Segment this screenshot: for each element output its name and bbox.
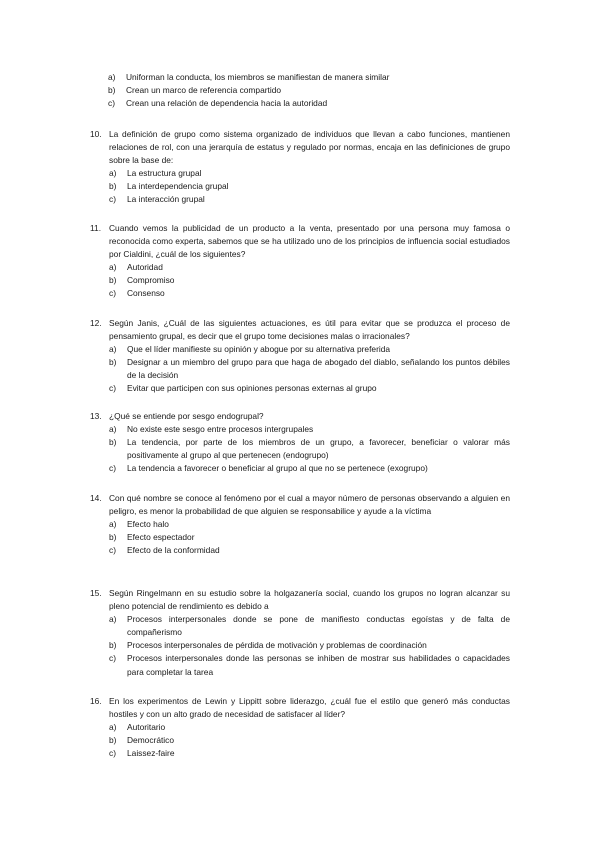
question-number: 13.: [90, 411, 102, 421]
option-text: Efecto espectador: [127, 532, 195, 543]
question-10: [90, 128, 510, 207]
option-text: Consenso: [127, 288, 165, 299]
option: [109, 462, 510, 475]
option: [109, 531, 510, 544]
option-text: Efecto halo: [127, 519, 169, 530]
option-letter: a): [108, 72, 116, 82]
option-text: No existe este sesgo entre procesos intergrupales: [127, 424, 314, 435]
option: [109, 613, 510, 639]
question-16: [90, 695, 510, 760]
option-text: Evitar que participen con sus opiniones personas externas al grupo: [127, 383, 377, 394]
option-text: Procesos interpersonales de pérdida de motivación y problemas de coordinación: [127, 640, 427, 651]
option: [109, 180, 510, 193]
question-text: En los experimentos de Lewin y Lippitt sobre liderazgo, ¿cuál fue el estilo que generó más conductas hostiles y con un alto grado de necesidad de satisfacer al líder?: [109, 696, 510, 720]
option-letter: a): [109, 519, 117, 530]
option-letter: c): [109, 288, 116, 299]
option: [109, 544, 510, 557]
option: [109, 287, 510, 300]
question-14: [90, 492, 510, 557]
question-stem: [90, 222, 510, 261]
option-text: Crean un marco de referencia compartido: [126, 85, 282, 96]
option-letter: a): [109, 344, 117, 355]
option: [108, 97, 508, 110]
question-stem: [90, 695, 510, 721]
option-text: Procesos interpersonales donde se pone de manifiesto conductas egoístas y de falta de compañerismo: [127, 614, 510, 638]
option: [108, 71, 508, 84]
option-letter: b): [109, 275, 117, 286]
option: [109, 747, 510, 760]
question-text: La definición de grupo como sistema organizado de individuos que llevan a cabo funciones, mantienen relaciones de rol, con una jerarquía de estatus y regulado por normas, encaja en las definiciones de grupo sobre la base de:: [109, 129, 510, 166]
option-text: Que el líder manifieste su opinión y abogue por su alternativa preferida: [127, 344, 391, 355]
question-15: [90, 587, 510, 679]
option-text: Compromiso: [127, 275, 175, 286]
question-text: Según Janis, ¿Cuál de las siguientes actuaciones, es útil para evitar que se produzca el proceso de pensamiento grupal, es decir que el grupo tome decisiones malas o irracionales?: [109, 318, 510, 342]
question-number: 11.: [90, 223, 102, 233]
option: [109, 356, 510, 382]
question-stem: [90, 492, 510, 518]
option-text: La interacción grupal: [127, 194, 205, 205]
option-letter: c): [109, 194, 116, 205]
option: [108, 84, 508, 97]
option: [109, 734, 510, 747]
question-stem: [90, 410, 510, 423]
question-text: Según Ringelmann en su estudio sobre la holgazanería social, cuando los grupos no logran alcanzar su pleno potencial de rendimiento es debido a: [109, 588, 510, 612]
question-number: 16.: [90, 696, 102, 706]
option-letter: a): [109, 424, 117, 435]
option-letter: c): [109, 463, 116, 474]
option-text: La tendencia a favorecer o beneficiar al grupo al que no se pertenece (exogrupo): [127, 463, 428, 474]
option-text: Procesos interpersonales donde las personas se inhiben de mostrar sus habilidades o capacidades para completar la tarea: [127, 653, 510, 677]
option: [109, 721, 510, 734]
option-text: La tendencia, por parte de los miembros de un grupo, a favorecer, beneficiar o valorar más positivamente al grupo al que pertenecen (endogrupo): [127, 437, 510, 461]
question-stem: [90, 128, 510, 167]
question-number: 10.: [90, 129, 102, 139]
option-text: Democrático: [127, 735, 175, 746]
option: [109, 261, 510, 274]
option-letter: b): [109, 181, 117, 192]
option: [109, 193, 510, 206]
question-number: 15.: [90, 588, 102, 598]
option-letter: b): [109, 640, 117, 651]
option-letter: a): [109, 614, 117, 625]
question-12: [90, 317, 510, 396]
question-13: [90, 410, 510, 475]
option: [109, 343, 510, 356]
option-text: La interdependencia grupal: [127, 181, 229, 192]
option-text: Designar a un miembro del grupo para que haga de abogado del diablo, señalando los puntos débiles de la decisión: [127, 357, 510, 381]
option-letter: c): [109, 383, 116, 394]
option: [109, 652, 510, 678]
option-text: Efecto de la conformidad: [127, 545, 220, 556]
option-text: Uniforman la conducta, los miembros se manifiestan de manera similar: [126, 72, 390, 82]
question-stem: [90, 317, 510, 343]
question-stem: [90, 587, 510, 613]
option: [109, 274, 510, 287]
question-number: 14.: [90, 493, 102, 503]
option-letter: c): [108, 98, 115, 109]
option-text: La estructura grupal: [127, 168, 202, 179]
option-text: Laissez-faire: [127, 748, 175, 759]
question-text: Cuando vemos la publicidad de un producto a la venta, presentado por una persona muy famosa o reconocida como experta, sabemos que se ha utilizado uno de los principios de influencia social estudiados por Cialdini, ¿cuál de los siguientes?: [109, 223, 510, 260]
option-letter: b): [108, 85, 116, 96]
option: [109, 436, 510, 462]
option-letter: c): [109, 748, 116, 759]
question-text: ¿Qué se entiende por sesgo endogrupal?: [109, 411, 264, 421]
option: [109, 382, 510, 395]
option-text: Crean una relación de dependencia hacia la autoridad: [126, 98, 328, 109]
option-letter: a): [109, 168, 117, 179]
option: [109, 518, 510, 531]
option-letter: b): [109, 357, 117, 368]
option: [109, 639, 510, 652]
option-letter: b): [109, 735, 117, 746]
option-letter: a): [109, 262, 117, 273]
option: [109, 423, 510, 436]
option-text: Autoritario: [127, 722, 166, 733]
question-text: Con qué nombre se conoce al fenómeno por el cual a mayor número de personas observando a alguien en peligro, es menor la probabilidad de que alguien se responsabilice y ayude a la víctima: [109, 493, 510, 517]
option: [109, 167, 510, 180]
option-letter: c): [109, 653, 116, 664]
option-letter: a): [109, 722, 117, 733]
option-text: Autoridad: [127, 262, 163, 273]
continued-options: [108, 71, 508, 110]
option-letter: b): [109, 532, 117, 543]
question-number: 12.: [90, 318, 102, 328]
option-letter: c): [109, 545, 116, 556]
option-letter: b): [109, 437, 117, 448]
question-11: [90, 222, 510, 301]
